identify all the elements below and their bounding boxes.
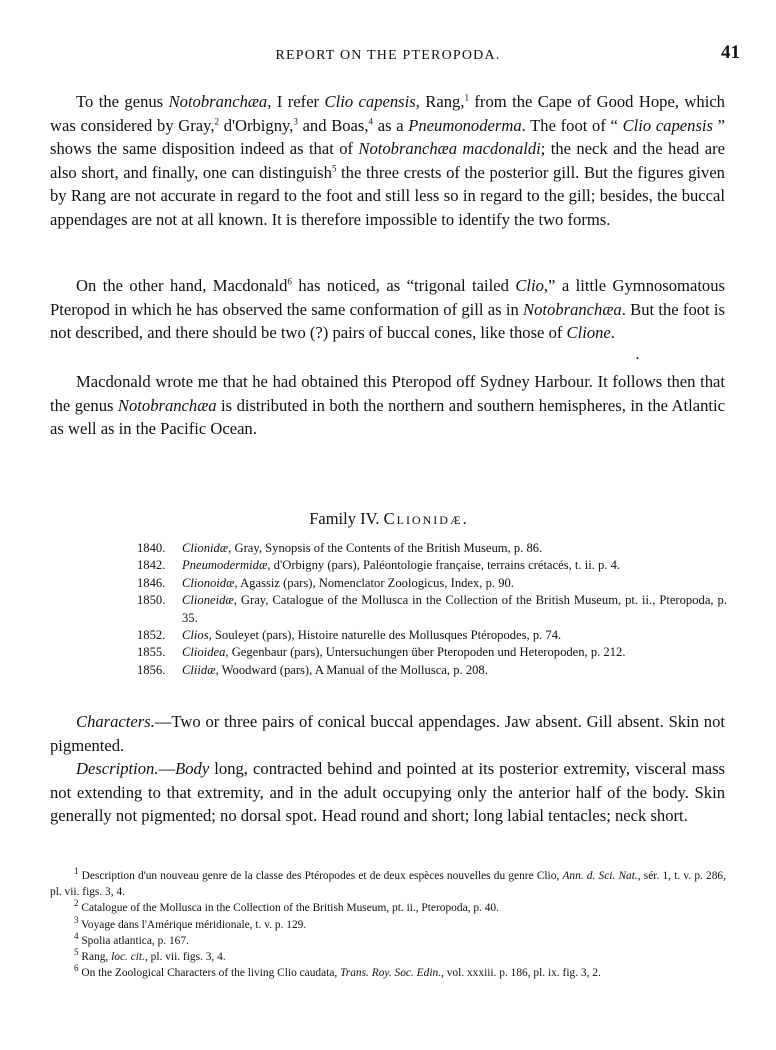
description-body-label: Body bbox=[175, 759, 210, 778]
text-run: , I refer bbox=[267, 92, 325, 111]
paragraph-macdonald-observation bbox=[50, 274, 725, 345]
footnote-ref: 6 bbox=[287, 276, 292, 287]
synonymy-year: 1850. bbox=[137, 593, 166, 608]
synonymy-taxon: Clios bbox=[182, 628, 209, 643]
taxon-name: Pneumonoderma bbox=[408, 115, 522, 135]
footnote-italic: Trans. Roy. Soc. Edin. bbox=[340, 967, 442, 980]
text-run: ” shows the same disposition indeed as that of bbox=[50, 115, 726, 159]
footnote-italic: Ann. d. Sci. Nat. bbox=[562, 870, 638, 882]
taxon-name: Clione bbox=[566, 323, 611, 343]
characters-label: Characters. bbox=[76, 712, 155, 731]
footnote bbox=[50, 965, 726, 981]
synonymy-year: 1856. bbox=[137, 662, 166, 677]
text-run: as a bbox=[373, 115, 409, 135]
synonymy-taxon: Cliidæ bbox=[182, 662, 216, 677]
stray-mark-icon: • bbox=[636, 354, 639, 363]
footnote-text: Rang, bbox=[78, 951, 112, 964]
description-dash: — bbox=[158, 759, 176, 778]
footnote bbox=[50, 949, 726, 965]
text-run: d'Orbigny, bbox=[219, 115, 294, 135]
footnote-italic: loc. cit. bbox=[111, 951, 145, 964]
synonymy-authority: , Gegenbaur (pars), Untersuchungen über Pteropoden und Heteropoden, p. 212. bbox=[225, 645, 626, 660]
synonymy-entry bbox=[137, 575, 727, 592]
description-paragraph bbox=[50, 757, 725, 828]
synonymy-entry bbox=[137, 540, 727, 557]
synonymy-authority: , Woodward (pars), A Manual of the Mollusca, p. 208. bbox=[215, 662, 488, 677]
footnote-text: Catalogue of the Mollusca in the Collection of the British Museum, pt. ii., Pteropoda, p. 40. bbox=[78, 902, 499, 915]
text-run: ,” a little Gymnosomatous Pteropod in which he has observed the same conformation of gill as in bbox=[50, 276, 725, 319]
footnotes bbox=[50, 868, 726, 981]
text-run: Macdonald wrote me that he had obtained this Pteropod off Sydney Harbour. It follows then that the genus bbox=[50, 372, 725, 415]
synonymy-entry bbox=[137, 592, 727, 627]
footnote bbox=[50, 900, 726, 916]
footnote-text: Voyage dans l'Amérique méridionale, t. v. p. 129. bbox=[78, 918, 307, 931]
text-run: and Boas, bbox=[297, 115, 369, 135]
synonymy-entry bbox=[137, 662, 727, 679]
footnote-text: , pl. vii. figs. 3, 4. bbox=[144, 951, 226, 964]
text-run: . But the foot is not described, and there should be two (?) pairs of buccal cones, like those of bbox=[50, 299, 725, 343]
family-heading-name: Clionidæ bbox=[383, 509, 463, 528]
text-run: has noticed, as “trigonal tailed bbox=[291, 276, 516, 295]
characters-paragraph bbox=[50, 710, 725, 757]
characters-text: —Two or three pairs of conical buccal appendages. Jaw absent. Gill absent. Skin not pigmented. bbox=[50, 712, 725, 755]
running-title: REPORT ON THE PTEROPODA. bbox=[275, 48, 501, 63]
text-run: On the other hand, Macdonald bbox=[76, 276, 288, 295]
footnote-ref: 2 bbox=[214, 116, 220, 127]
footnote-ref: 1 bbox=[464, 92, 469, 103]
synonymy-taxon: Clioidea bbox=[182, 645, 226, 660]
page-header bbox=[0, 40, 776, 68]
taxon-name: Clio bbox=[515, 276, 544, 295]
synonymy-year: 1855. bbox=[137, 645, 166, 660]
footnote-ref: 3 bbox=[293, 116, 298, 127]
text-run: the three crests of the posterior gill. But the figures given by Rang are not accurate in regard to the foot and still less so in regard to the gill; besides, the buccal appendages are not at all known. It is therefore impossible to identify the two forms. bbox=[50, 162, 725, 229]
synonymy-authority: , Souleyet (pars), Histoire naturelle des Mollusques Ptéropodes, p. 74. bbox=[208, 628, 562, 643]
synonymy-authority: , Gray, Synopsis of the Contents of the British Museum, p. 86. bbox=[228, 541, 543, 555]
synonymy-taxon: Clionoidæ bbox=[182, 575, 235, 590]
text-run: is distributed in both the northern and southern hemispheres, in the Atlantic as well as in the Pacific Ocean. bbox=[50, 395, 725, 439]
footnote-text: On the Zoological Characters of the living Clio caudata, bbox=[78, 967, 341, 980]
footnote bbox=[50, 933, 726, 949]
footnote-number: 5 bbox=[74, 947, 79, 958]
synonymy-taxon: Clioneidæ bbox=[182, 593, 234, 608]
paragraph-notobranchaea-capensis bbox=[50, 90, 725, 232]
synonymy-entry bbox=[137, 627, 727, 644]
synonymy-year: 1852. bbox=[137, 628, 166, 643]
footnote-number: 4 bbox=[74, 931, 79, 942]
footnote-ref: 5 bbox=[331, 163, 337, 174]
footnote-number: 1 bbox=[74, 866, 79, 877]
footnote-text: Description d'un nouveau genre de la classe des Ptéropodes et de deux espèces nouvelles du genre Clio, bbox=[78, 870, 563, 882]
taxon-name: Clio capensis bbox=[622, 115, 713, 135]
page-number: 41 bbox=[721, 42, 740, 63]
footnote bbox=[50, 868, 726, 900]
taxon-name: Clio capensis bbox=[324, 92, 416, 111]
footnote-text: Spolia atlantica, p. 167. bbox=[78, 934, 189, 947]
taxon-name: Notobranchæa macdonaldi bbox=[358, 139, 541, 159]
text-run: . bbox=[610, 323, 615, 343]
synonymy-taxon: Clionidæ bbox=[182, 541, 229, 555]
synonymy-entry bbox=[137, 557, 727, 574]
family-heading-prefix: Family IV. bbox=[309, 509, 384, 528]
synonymy-authority: , Gray, Catalogue of the Mollusca in the Collection of the British Museum, pt. ii., Pteropoda, p. 35. bbox=[182, 593, 727, 625]
taxon-name: Notobranchæa bbox=[168, 92, 268, 111]
footnote bbox=[50, 914, 726, 933]
text-run: from the Cape of Good Hope, which was considered by Gray, bbox=[50, 92, 725, 135]
synonymy-year: 1846. bbox=[137, 575, 166, 590]
text-run: . The foot of “ bbox=[521, 115, 623, 135]
footnote-text: , vol. xxxiii. p. 186, pl. ix. fig. 3, 2. bbox=[441, 967, 601, 980]
paragraph-distribution bbox=[50, 370, 725, 441]
synonymy-authority: , Agassiz (pars), Nomenclator Zoologicus, Index, p. 90. bbox=[234, 575, 514, 590]
taxon-name: Notobranchæa bbox=[523, 299, 622, 319]
text-run: ; the neck and the head are also short, and finally, one can distinguish bbox=[50, 139, 725, 182]
footnote-ref: 4 bbox=[368, 116, 374, 127]
synonymy-authority: , d'Orbigny (pars), Paléontologie française, terrains crétacés, t. ii. p. 4. bbox=[267, 558, 621, 573]
footnote-number: 3 bbox=[74, 914, 79, 925]
synonymy-year: 1840. bbox=[137, 541, 166, 555]
text-run: To the genus bbox=[76, 92, 169, 111]
footnote-text: , sér. 1, t. v. p. 286, pl. vii. figs. 3, 4. bbox=[50, 870, 726, 899]
synonymy-taxon: Pneumodermidæ bbox=[182, 558, 268, 573]
family-heading-suffix: . bbox=[462, 509, 467, 528]
synonymy-year: 1842. bbox=[137, 558, 166, 573]
description-text: long, contracted behind and pointed at its posterior extremity, visceral mass not extending to that extremity, and in the adult occupying only the anterior half of the body. Skin generally not pigmented; no dorsal spot. Head round and short; long labial tentacles; neck short. bbox=[50, 759, 725, 826]
taxon-name: Notobranchæa bbox=[117, 395, 217, 415]
family-heading bbox=[0, 509, 776, 529]
description-label: Description. bbox=[76, 759, 159, 778]
synonymy-list bbox=[137, 540, 727, 679]
synonymy-entry bbox=[137, 644, 727, 661]
text-run: , Rang, bbox=[415, 92, 465, 111]
footnote-number: 2 bbox=[74, 898, 79, 909]
footnote-number: 6 bbox=[74, 963, 79, 974]
